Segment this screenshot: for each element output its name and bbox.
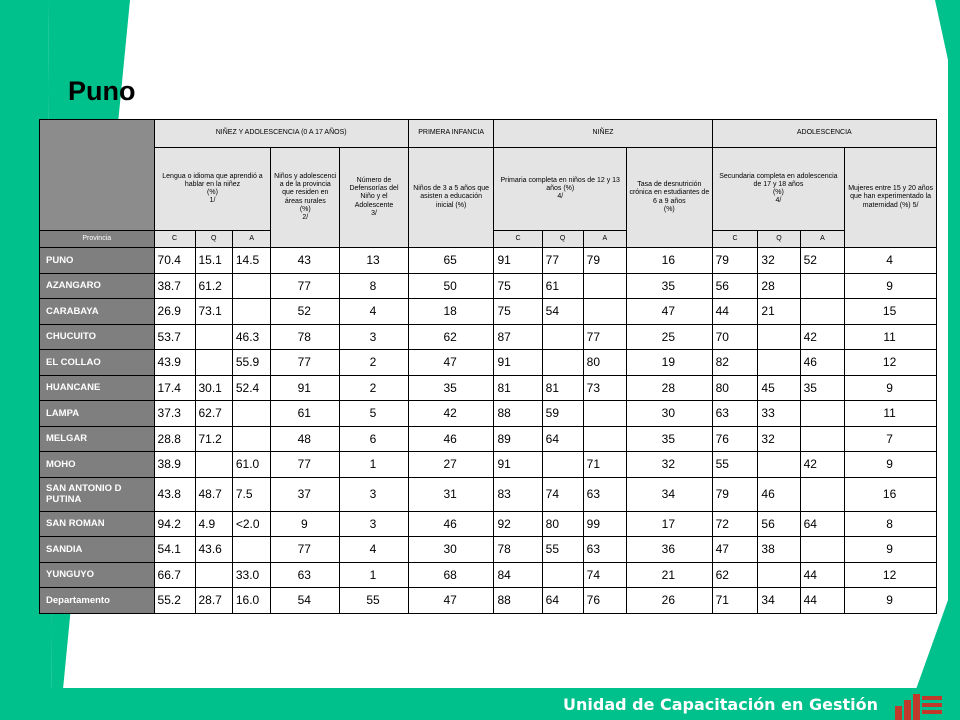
table-cell: 47: [408, 588, 494, 614]
table-cell: 71: [712, 588, 758, 614]
table-cell: 26: [627, 588, 713, 614]
table-cell: 77: [271, 537, 340, 563]
header-defensorias-note: 3/: [371, 209, 377, 217]
table-cell: [232, 537, 271, 563]
table-cell: 21: [758, 299, 800, 325]
table-cell: <2.0: [232, 511, 271, 537]
table-cell: 30: [627, 401, 713, 427]
table-cell: 91: [494, 452, 542, 478]
table-cell: 55.2: [154, 588, 195, 614]
table-cell: 73: [583, 375, 626, 401]
table-row: [40, 401, 937, 427]
table-cell: [758, 324, 800, 350]
table-cell: [800, 537, 845, 563]
table-cell: 62: [712, 562, 758, 588]
table-cell: 70.4: [154, 248, 195, 274]
header-secundaria-c: C: [712, 231, 758, 248]
header-primaria-c: C: [494, 231, 542, 248]
table-cell: 14.5: [232, 248, 271, 274]
table-cell: 38: [758, 537, 800, 563]
table-cell: 87: [494, 324, 542, 350]
header-secundaria-note: 4/: [775, 197, 782, 205]
header-secundaria-unit: (%): [772, 189, 784, 196]
table-cell: 2: [340, 350, 409, 376]
table-cell: 63: [712, 401, 758, 427]
header-corner: [40, 120, 155, 231]
table-cell: [800, 477, 845, 511]
header-primaria-q: Q: [542, 231, 583, 248]
table-cell: 52: [271, 299, 340, 325]
table-cell: 71.2: [195, 426, 232, 452]
table-cell: 46: [408, 426, 494, 452]
table-cell: 37.3: [154, 401, 195, 427]
table-cell: 54.1: [154, 537, 195, 563]
table-cell: 48: [271, 426, 340, 452]
table-cell: 28: [758, 273, 800, 299]
province-cell: PUNO: [40, 248, 155, 274]
table-cell: 76: [583, 588, 626, 614]
table-cell: 38.7: [154, 273, 195, 299]
table-cell: 30: [408, 537, 494, 563]
header-primera-infancia: PRIMERA INFANCIA: [408, 120, 494, 148]
table-cell: 26.9: [154, 299, 195, 325]
table-cell: 44: [800, 588, 845, 614]
table-cell: 42: [408, 401, 494, 427]
table-cell: 9: [845, 537, 937, 563]
table-cell: 55.9: [232, 350, 271, 376]
header-maternidad: Mujeres entre 15 y 20 años que han experimentado la maternidad (%) 5/: [845, 148, 937, 248]
table-cell: 4: [340, 537, 409, 563]
table-cell: 43: [271, 248, 340, 274]
table-cell: 88: [494, 588, 542, 614]
header-rurales-unit: (%): [299, 205, 311, 213]
table-cell: 28.7: [195, 588, 232, 614]
header-secundaria-text: Secundaria completa en adolescencia de 17 y 18 años: [719, 172, 838, 188]
table-cell: 2: [340, 375, 409, 401]
table-cell: 12: [845, 350, 937, 376]
table-cell: 18: [408, 299, 494, 325]
table-cell: 13: [340, 248, 409, 274]
province-cell: Departamento: [40, 588, 155, 614]
province-cell: SAN ROMAN: [40, 511, 155, 537]
table-cell: 6: [340, 426, 409, 452]
page-title: Puno: [68, 76, 136, 106]
province-cell: HUANCANE: [40, 375, 155, 401]
header-lengua-c: C: [154, 231, 195, 248]
table-cell: [800, 426, 845, 452]
table-cell: [195, 562, 232, 588]
province-cell: LAMPA: [40, 401, 155, 427]
table-cell: 17: [627, 511, 713, 537]
table-cell: 21: [627, 562, 713, 588]
province-cell: SANDIA: [40, 537, 155, 563]
table-cell: 62: [408, 324, 494, 350]
table-cell: 33.0: [232, 562, 271, 588]
province-cell: YUNGUYO: [40, 562, 155, 588]
table-row: [40, 426, 937, 452]
table-cell: 54: [542, 299, 583, 325]
header-desnutricion-unit: (%): [663, 205, 675, 213]
table-cell: [232, 273, 271, 299]
table-row: [40, 375, 937, 401]
table-cell: 73.1: [195, 299, 232, 325]
table-cell: 64: [542, 426, 583, 452]
table-cell: 83: [494, 477, 542, 511]
table-cell: 7.5: [232, 477, 271, 511]
table-cell: 52.4: [232, 375, 271, 401]
header-ninez-adolescencia: NIÑEZ Y ADOLESCENCIA (0 A 17 AÑOS): [154, 120, 408, 148]
table-cell: [583, 426, 626, 452]
header-secundaria-q: Q: [758, 231, 800, 248]
indicators-table: [39, 119, 937, 614]
table-cell: 44: [712, 299, 758, 325]
table-cell: 9: [845, 375, 937, 401]
header-rurales: [271, 148, 340, 248]
table-cell: 44: [800, 562, 845, 588]
table-cell: 34: [627, 477, 713, 511]
table-cell: [542, 452, 583, 478]
header-provincia: Provincia: [40, 231, 155, 248]
header-inicial: Niños de 3 a 5 años que asisten a educación inicial (%): [408, 148, 494, 248]
table-row: [40, 511, 937, 537]
table-cell: 16.0: [232, 588, 271, 614]
table-cell: 9: [845, 452, 937, 478]
table-cell: 45: [758, 375, 800, 401]
table-row: [40, 562, 937, 588]
header-defensorias: [340, 148, 409, 248]
table-cell: 46: [758, 477, 800, 511]
province-cell: MELGAR: [40, 426, 155, 452]
table-row: [40, 324, 937, 350]
table-cell: [758, 452, 800, 478]
table-cell: [758, 350, 800, 376]
table-cell: [195, 350, 232, 376]
table-cell: 91: [494, 350, 542, 376]
table-cell: 80: [712, 375, 758, 401]
logo-icon: [893, 690, 945, 720]
table-cell: 16: [627, 248, 713, 274]
table-cell: 43.8: [154, 477, 195, 511]
table-cell: 78: [494, 537, 542, 563]
header-ninez: NIÑEZ: [494, 120, 712, 148]
table-row: [40, 299, 937, 325]
table-cell: 9: [271, 511, 340, 537]
footer-text: Unidad de Capacitación en Gestión: [563, 695, 878, 714]
table-cell: 92: [494, 511, 542, 537]
table-cell: 81: [542, 375, 583, 401]
table-cell: [195, 324, 232, 350]
table-cell: [583, 299, 626, 325]
table-cell: 1: [340, 452, 409, 478]
table-cell: 80: [583, 350, 626, 376]
table-cell: 8: [340, 273, 409, 299]
table-row: [40, 588, 937, 614]
table-cell: 76: [712, 426, 758, 452]
header-lengua-unit: (%): [207, 189, 218, 196]
table-cell: 48.7: [195, 477, 232, 511]
header-lengua: [154, 148, 271, 231]
table-cell: 1: [340, 562, 409, 588]
header-adolescencia: ADOLESCENCIA: [712, 120, 936, 148]
table-cell: 11: [845, 324, 937, 350]
table-cell: [542, 350, 583, 376]
table-cell: [800, 273, 845, 299]
table-cell: 8: [845, 511, 937, 537]
table-cell: 32: [627, 452, 713, 478]
table-cell: 15.1: [195, 248, 232, 274]
table-cell: 89: [494, 426, 542, 452]
header-defensorias-text: Número de Defensorías del Niño y el Adolescente: [349, 177, 399, 209]
table-cell: 77: [583, 324, 626, 350]
table-cell: 42: [800, 324, 845, 350]
table-cell: [800, 299, 845, 325]
table-cell: 79: [712, 477, 758, 511]
header-desnutricion: [627, 148, 713, 248]
table-cell: 3: [340, 324, 409, 350]
table-cell: 63: [271, 562, 340, 588]
province-cell: MOHO: [40, 452, 155, 478]
table-cell: 35: [408, 375, 494, 401]
table-cell: 75: [494, 299, 542, 325]
table-cell: [542, 324, 583, 350]
table-row: [40, 273, 937, 299]
table-cell: 5: [340, 401, 409, 427]
table-cell: 53.7: [154, 324, 195, 350]
table-cell: 56: [712, 273, 758, 299]
table-cell: 77: [271, 452, 340, 478]
table-cell: 32: [758, 248, 800, 274]
header-rurales-note: 2/: [302, 213, 309, 221]
table-cell: 33: [758, 401, 800, 427]
table-cell: 12: [845, 562, 937, 588]
header-primaria-text: Primaria completa en niños de 12 y 13 años (%): [500, 176, 620, 192]
table-cell: 11: [845, 401, 937, 427]
table-cell: 3: [340, 477, 409, 511]
table-cell: 63: [583, 477, 626, 511]
table-cell: 46: [800, 350, 845, 376]
table-cell: 27: [408, 452, 494, 478]
table-cell: 7: [845, 426, 937, 452]
header-lengua-note: 1/: [209, 197, 216, 205]
header-secundaria: [712, 148, 845, 231]
table-cell: [758, 562, 800, 588]
header-desnutricion-text: Tasa de desnutrición crónica en estudiantes de 6 a 9 años: [629, 181, 710, 205]
table-cell: 61.2: [195, 273, 232, 299]
table-cell: 79: [712, 248, 758, 274]
table-cell: 34: [758, 588, 800, 614]
table-cell: 43.6: [195, 537, 232, 563]
table-cell: 38.9: [154, 452, 195, 478]
table-cell: [232, 401, 271, 427]
table-cell: 46: [408, 511, 494, 537]
table-cell: [583, 273, 626, 299]
table-cell: 74: [542, 477, 583, 511]
table-cell: 52: [800, 248, 845, 274]
table-cell: 99: [583, 511, 626, 537]
table-cell: 91: [494, 248, 542, 274]
table-cell: 3: [340, 511, 409, 537]
table-cell: 55: [712, 452, 758, 478]
province-cell: CHUCUITO: [40, 324, 155, 350]
table-cell: 94.2: [154, 511, 195, 537]
table-cell: 47: [408, 350, 494, 376]
table-cell: 91: [271, 375, 340, 401]
table-cell: 77: [271, 350, 340, 376]
table-cell: 28.8: [154, 426, 195, 452]
table-cell: 35: [627, 273, 713, 299]
table-cell: 35: [800, 375, 845, 401]
table-cell: 30.1: [195, 375, 232, 401]
table-cell: 62.7: [195, 401, 232, 427]
table-cell: 16: [845, 477, 937, 511]
table-body: [40, 248, 937, 614]
header-primaria: [494, 148, 627, 231]
table-cell: 50: [408, 273, 494, 299]
table-cell: 25: [627, 324, 713, 350]
table-cell: 71: [583, 452, 626, 478]
table-cell: [195, 452, 232, 478]
table-cell: 74: [583, 562, 626, 588]
table-cell: 19: [627, 350, 713, 376]
table-cell: 17.4: [154, 375, 195, 401]
table-cell: [583, 401, 626, 427]
header-primaria-a: A: [583, 231, 626, 248]
table-cell: 64: [542, 588, 583, 614]
table-cell: 61: [542, 273, 583, 299]
table-cell: 77: [542, 248, 583, 274]
header-lengua-q: Q: [195, 231, 232, 248]
table-cell: 15: [845, 299, 937, 325]
table-cell: 36: [627, 537, 713, 563]
table-cell: 28: [627, 375, 713, 401]
header-rurales-text: Niños y adolescenci a de la provincia que residen en áreas rurales: [274, 173, 337, 205]
table-cell: 9: [845, 588, 937, 614]
header-lengua-a: A: [232, 231, 271, 248]
table-cell: 9: [845, 273, 937, 299]
header-secundaria-a: A: [800, 231, 845, 248]
table-cell: 56: [758, 511, 800, 537]
table-cell: 78: [271, 324, 340, 350]
table-cell: [800, 401, 845, 427]
table-cell: 55: [542, 537, 583, 563]
province-cell: EL COLLAO: [40, 350, 155, 376]
table-cell: 46.3: [232, 324, 271, 350]
table-cell: 55: [340, 588, 409, 614]
table-row: [40, 477, 937, 511]
province-cell: AZANGARO: [40, 273, 155, 299]
table-cell: 66.7: [154, 562, 195, 588]
table-cell: [542, 562, 583, 588]
table-cell: 63: [583, 537, 626, 563]
table-cell: [232, 299, 271, 325]
table-cell: 47: [627, 299, 713, 325]
table-cell: 65: [408, 248, 494, 274]
table-cell: 61.0: [232, 452, 271, 478]
header-primaria-note: 4/: [557, 193, 564, 201]
table-cell: 81: [494, 375, 542, 401]
table-cell: 35: [627, 426, 713, 452]
table-cell: 54: [271, 588, 340, 614]
table-cell: 42: [800, 452, 845, 478]
table-cell: 88: [494, 401, 542, 427]
table-row: [40, 537, 937, 563]
table-cell: 80: [542, 511, 583, 537]
table-cell: [232, 426, 271, 452]
table-cell: 72: [712, 511, 758, 537]
table-cell: 79: [583, 248, 626, 274]
table-cell: 77: [271, 273, 340, 299]
table-cell: 31: [408, 477, 494, 511]
table-cell: 47: [712, 537, 758, 563]
table-cell: 82: [712, 350, 758, 376]
table-cell: 64: [800, 511, 845, 537]
table-cell: 4: [845, 248, 937, 274]
table-cell: 68: [408, 562, 494, 588]
table-cell: 37: [271, 477, 340, 511]
table-row: [40, 350, 937, 376]
table-cell: 4.9: [195, 511, 232, 537]
table-cell: 70: [712, 324, 758, 350]
province-cell: SAN ANTONIO D PUTINA: [40, 477, 155, 511]
table-cell: 75: [494, 273, 542, 299]
table-row: [40, 248, 937, 274]
table-cell: 84: [494, 562, 542, 588]
table-cell: 32: [758, 426, 800, 452]
header-lengua-text: Lengua o idioma que aprendió a hablar en la niñez: [162, 172, 263, 188]
table-cell: 61: [271, 401, 340, 427]
table-cell: 4: [340, 299, 409, 325]
province-cell: CARABAYA: [40, 299, 155, 325]
table-row: [40, 452, 937, 478]
table-cell: 59: [542, 401, 583, 427]
table-cell: 43.9: [154, 350, 195, 376]
